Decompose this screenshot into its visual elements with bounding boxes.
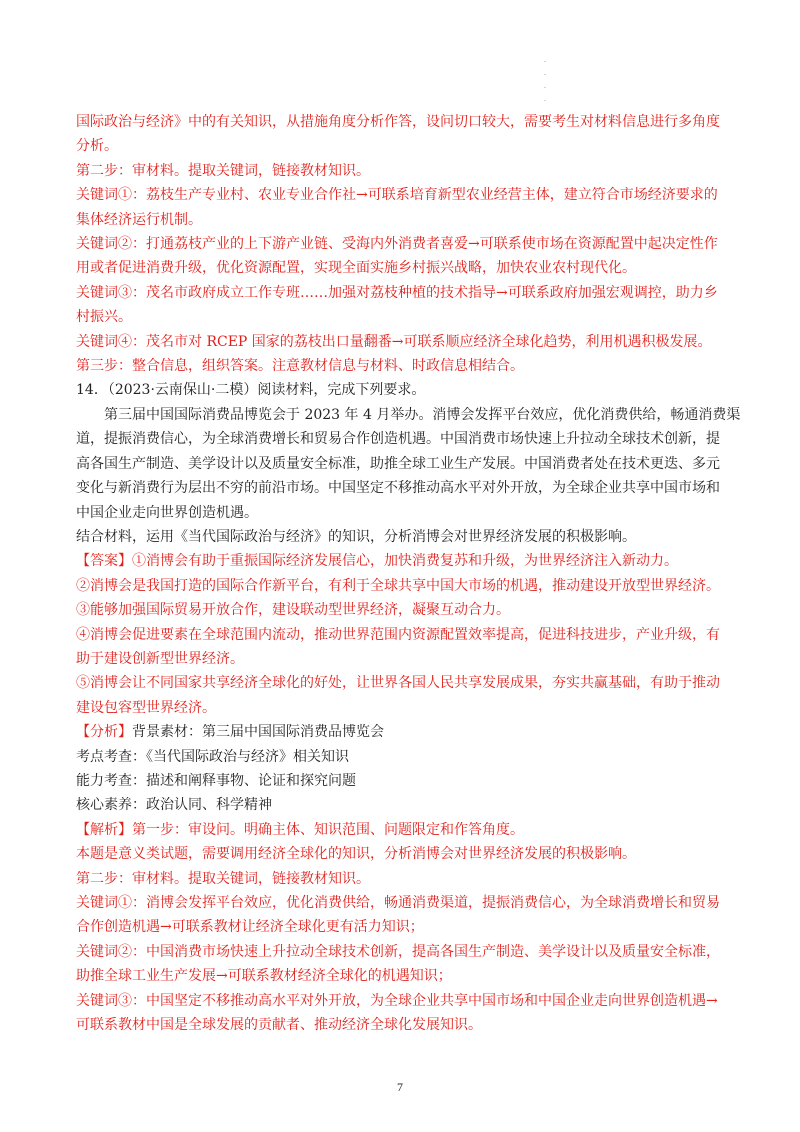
- line-text: 考点考查：《当代国际政治与经济》相关知识: [76, 748, 349, 765]
- line-text: 第一步：审设问。明确主体、知识范围、问题限定和作答角度。: [132, 821, 524, 838]
- line-text: 变化与新消费行为层出不穷的前沿市场。中国坚定不移推动高水平对外开放，为全球企业共享中国市场和: [76, 480, 720, 497]
- text-line: [76, 159, 728, 183]
- line-text: 第三届中国国际消费品博览会于 2023 年 4 月举办。消博会发挥平台效应，优化消费供给，畅通消费渠: [104, 406, 741, 423]
- text-line: [76, 867, 728, 891]
- line-text: ③能够加强国际贸易开放合作，建设联动型世界经济，凝聚互动合力。: [76, 602, 510, 619]
- line-text: 核心素养：政治认同、科学精神: [76, 797, 272, 814]
- section-label: 【解析】: [76, 821, 132, 838]
- text-line: [76, 745, 728, 769]
- section-label: 【答案】: [76, 553, 132, 570]
- text-line: [76, 110, 728, 134]
- text-line: [76, 427, 728, 451]
- text-line: [76, 183, 728, 207]
- page-number: 7: [397, 1080, 403, 1094]
- text-line: [76, 305, 728, 329]
- line-text: ④消博会促进要素在全球范围内流动，推动世界范围内资源配置效率提高，促进科技进步，产业升级，有: [76, 626, 720, 643]
- line-text: 可联系教材中国是全球发展的贡献者、推动经济全球化发展知识。: [76, 1017, 482, 1034]
- line-text: 背景素材：第三届中国国际消费品博览会: [132, 724, 384, 741]
- line-text: 第二步：审材料。提取关键词，链接教材知识。: [76, 870, 370, 887]
- line-text: 高各国生产制造、美学设计以及质量安全标准，助推全球工业生产发展。中国消费者处在技术更迭、多元: [76, 455, 720, 472]
- text-line: [76, 330, 728, 354]
- line-text: ②消博会是我国打造的国际合作新平台，有利于全球共享中国大市场的机遇，推动建设开放型世界经济。: [76, 577, 720, 594]
- text-line: [76, 598, 728, 622]
- line-text: 关键词②：打通荔枝产业的上下游产业链、受海内外消费者喜爱→可联系使市场在资源配置中起决定性作: [76, 236, 718, 253]
- line-text: 村振兴。: [76, 309, 132, 326]
- line-text: 结合材料，运用《当代国际政治与经济》的知识，分析消博会对世界经济发展的积极影响。: [76, 528, 636, 545]
- text-line: [76, 964, 728, 988]
- line-text: 用或者促进消费升级，优化资源配置，实现全面实施乡村振兴战略，加快农业农村现代化。: [76, 260, 636, 277]
- line-text: 第三步：整合信息，组织答案。注意教材信息与材料、时政信息相结合。: [76, 358, 524, 375]
- text-line: [76, 793, 728, 817]
- line-text: 第二步：审材料。提取关键词，链接教材知识。: [76, 162, 370, 179]
- text-line: [76, 476, 728, 500]
- text-line: [76, 525, 728, 549]
- text-line: [76, 574, 728, 598]
- document-body: [76, 110, 741, 1037]
- text-line: [76, 623, 728, 647]
- line-text: 合作创造机遇→可联系教材让经济全球化更有活力知识；: [76, 919, 424, 936]
- text-line: [76, 720, 728, 744]
- text-line: [76, 671, 728, 695]
- text-line: [76, 842, 728, 866]
- text-line: [76, 549, 728, 573]
- text-line: [76, 647, 728, 671]
- text-line: [76, 1013, 728, 1037]
- line-text: 关键词④：茂名市对 RCEP 国家的荔枝出口量翻番→可联系顺应经济全球化趋势，利用机遇积极发展。: [76, 333, 712, 350]
- text-line: [76, 891, 728, 915]
- header-dots: . . . .: [544, 57, 546, 103]
- text-line: [76, 818, 728, 842]
- line-text: 关键词②：中国消费市场快速上升拉动全球技术创新，提高各国生产制造、美学设计以及质量安全标准，: [76, 943, 720, 960]
- line-text: ⑤消博会让不同国家共享经济全球化的好处，让世界各国人民共享发展成果，夯实共赢基础，有助于推动: [76, 675, 720, 692]
- line-text: ①消博会有助于重振国际经济发展信心，加快消费复苏和升级，为世界经济注入新动力。: [132, 553, 678, 570]
- text-line: [76, 696, 728, 720]
- line-text: 14．（2023·云南保山·二模）阅读材料，完成下列要求。: [76, 382, 426, 399]
- line-text: 建设包容型世界经济。: [76, 699, 216, 716]
- line-text: 关键词③：茂名市政府成立工作专班……加强对荔枝种植的技术指导→可联系政府加强宏观调控，助力乡: [76, 284, 718, 301]
- line-text: 关键词③：中国坚定不移推动高水平对外开放，为全球企业共享中国市场和中国企业走向世界创造机遇→: [76, 992, 718, 1009]
- text-line: [76, 915, 728, 939]
- text-line: [76, 134, 728, 158]
- line-text: 国际政治与经济》中的有关知识，从措施角度分析作答，设问切口较大，需要考生对材料信息进行多角度: [76, 114, 720, 130]
- text-line: [76, 501, 728, 525]
- line-text: 本题是意义类试题，需要调用经济全球化的知识，分析消博会对世界经济发展的积极影响。: [76, 846, 636, 863]
- line-text: 中国企业走向世界创造机遇。: [76, 504, 258, 521]
- line-text: 助推全球工业生产发展→可联系教材经济全球化的机遇知识；: [76, 968, 452, 985]
- text-line: [76, 452, 728, 476]
- text-line: [76, 208, 728, 232]
- line-text: 关键词①：荔枝生产专业村、农业专业合作社→可联系培育新型农业经营主体，建立符合市场经济要求的: [76, 187, 718, 204]
- line-text: 助于建设创新型世界经济。: [76, 650, 244, 667]
- text-line: [76, 989, 728, 1013]
- line-text: 分析。: [76, 138, 118, 155]
- text-line: [76, 940, 728, 964]
- text-line: [76, 354, 728, 378]
- section-label: 【分析】: [76, 724, 132, 741]
- text-line: [76, 281, 728, 305]
- line-text: 道，提振消费信心，为全球消费增长和贸易合作创造机遇。中国消费市场快速上升拉动全球技术创新，提: [76, 431, 720, 448]
- text-line: [76, 378, 728, 402]
- text-line: [76, 769, 728, 793]
- line-text: 集体经济运行机制。: [76, 211, 202, 228]
- line-text: 能力考查：描述和阐释事物、论证和探究问题: [76, 772, 356, 789]
- line-text: 关键词①：消博会发挥平台效应，优化消费供给，畅通消费渠道，提振消费信心，为全球消费增长和贸易: [76, 895, 720, 911]
- text-line: [76, 232, 728, 256]
- text-line: [76, 403, 741, 427]
- text-line: [76, 256, 728, 280]
